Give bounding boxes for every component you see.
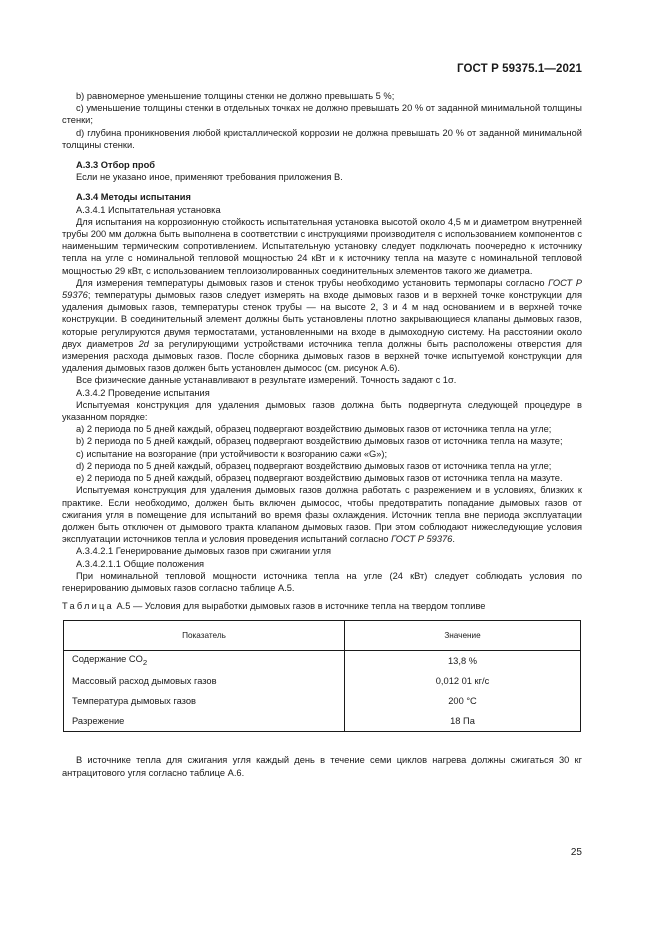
table-row (64, 651, 581, 672)
list-item: b) 2 периода по 5 дней каждый, образец подвергают воздействию дымовых газов от источника тепла на мазуте; (76, 436, 563, 447)
flue-gas-conditions-table (63, 620, 581, 732)
section-heading-a34: А.3.4 Методы испытания (76, 192, 191, 203)
list-item: e) 2 периода по 5 дней каждый, образец подвергают воздействию дымовых газов от источника тепла на мазуте. (76, 473, 563, 484)
paragraph: Испытуемая конструкция для удаления дымовых газов должна работать с разрежением и в условиях, близких к практике. Если необходимо, должен быть включен дымосос, чтобы предотвратить попадание дымовых газов от сжигания угля в помещение для испытаний во время фазы охлаждения. Источник тепла вне периода эксплуатации должен быть отключен от дымового тракта клапаном дымовых газов. При этом соблюдают нижеследующие условия эксплуатации источников тепла и условия проведения испытаний согласно ГОСТ Р 59376. (62, 485, 582, 545)
table-cell-value: 18 Па (345, 711, 581, 732)
subsection-heading-a341: А.3.4.1 Испытательная установка (76, 204, 221, 215)
section-heading-a33: А.3.3 Отбор проб (76, 160, 155, 171)
paragraph: Испытуемая конструкция для удаления дымовых газов должна быть подвергнута следующей процедуре в указанном порядке: (62, 399, 582, 423)
table-cell-param: Разрежение (64, 711, 345, 732)
table-cell-param: Температура дымовых газов (64, 691, 345, 711)
paragraph: Для испытания на коррозионную стойкость испытательная установка высотой около 4,5 м и диаметром внутренней трубы 200 мм должна быть выполнена в соответствии с инструкциями производителя с использованием компонентов с наименьшим термическим сопротивлением. Испытательную установку следует подключать поочередно к источнику тепла на угле с номинальной тепловой мощностью 24 кВт и к источнику тепла на мазуте с номинальной тепловой мощностью 29 кВт, с использованием теплоизолированных соединительных элементов такого же диаметра. (62, 216, 582, 276)
document-header: ГОСТ Р 59375.1—2021 (457, 63, 582, 75)
table-cell-value: 200 °С (345, 691, 581, 711)
paragraph: Все физические данные устанавливают в результате измерений. Точность задают с 1σ. (76, 375, 457, 386)
table-cell-value: 0,012 01 кг/с (345, 671, 581, 691)
gost-reference: ГОСТ Р 59376 (391, 534, 453, 545)
subsection-heading-a34211: А.3.4.2.1.1 Общие положения (76, 558, 205, 569)
table-cell-param: Содержание $CO_2$ (64, 651, 345, 672)
list-item: c) испытание на возгорание (при устойчивости к возгоранию сажи «G»); (76, 448, 388, 459)
table-row (64, 711, 581, 732)
table-cell-param: Массовый расход дымовых газов (64, 671, 345, 691)
gost-reference: ГОСТ Р 59376 (62, 277, 583, 301)
table-caption: Таблица А.5 — Условия для выработки дымовых газов в источнике тепла на твердом топливе (62, 601, 486, 612)
column-header: Показатель (64, 621, 345, 651)
paragraph: Если не указано иное, применяют требования приложения В. (76, 172, 343, 183)
table-row (64, 671, 581, 691)
list-item-b: b) равномерное уменьшение толщины стенки не должно превышать 5 %; (76, 91, 395, 101)
page-number: 25 (570, 847, 582, 858)
list-item-c: c) уменьшение толщины стенки в отдельных точках не должно превышать 20 % от заданной минимальной толщины стенки; (62, 103, 582, 126)
subsection-heading-a342: А.3.4.2 Проведение испытания (76, 387, 210, 398)
list-item: d) 2 периода по 5 дней каждый, образец подвергают воздействию дымовых газов от источника тепла на угле; (76, 460, 552, 471)
subsection-heading-a3421: А.3.4.2.1 Генерирование дымовых газов при сжигании угля (76, 546, 332, 557)
table-row (64, 691, 581, 711)
table-cell-value: 13,8 % (345, 651, 581, 672)
paragraph: Для измерения температуры дымовых газов и стенок трубы необходимо установить термопары согласно ГОСТ Р 59376; температуры дымовых газов следует измерять на входе дымовых газов и в верхней точке конструкции для удаления дымовых газов, температуры стенок трубы — на высоте 2, 3 и 4 м над основанием и в верхней точке конструкции. В соединительный элемент должны быть установлены плотно закрывающиеся клапаны дымовых газов, которые регулируются двумя термостатами, установленными на входе в дымоходную систему. На расстоянии около двух диаметров 2d за регулирующими устройствами источника тепла должны быть расположены отверстия для измерения расхода дымовых газов. После сборника дымовых газов в верхней точке испытуемой конструкции для удаления дымовых газов должен быть установлен дымосос (см. рисунок А.6). (62, 277, 583, 374)
list-item-d: d) глубина проникновения любой кристаллической коррозии не должна превышать 20 % от заданной минимальной толщины стенки. (62, 127, 582, 150)
list-item: a) 2 периода по 5 дней каждый, образец подвергают воздействию дымовых газов от источника тепла на угле; (76, 424, 552, 435)
paragraph: В источнике тепла для сжигания угля каждый день в течение семи циклов нагрева должны сжигаться 30 кг антрацитового угля согласно таблице А.6. (62, 755, 582, 778)
paragraph: При номинальной тепловой мощности источника тепла на угле (24 кВт) следует соблюдать условия по генерированию дымовых газов согласно таблице А.5. (62, 570, 582, 593)
column-header: Значение (345, 621, 581, 651)
document-body (62, 90, 582, 779)
